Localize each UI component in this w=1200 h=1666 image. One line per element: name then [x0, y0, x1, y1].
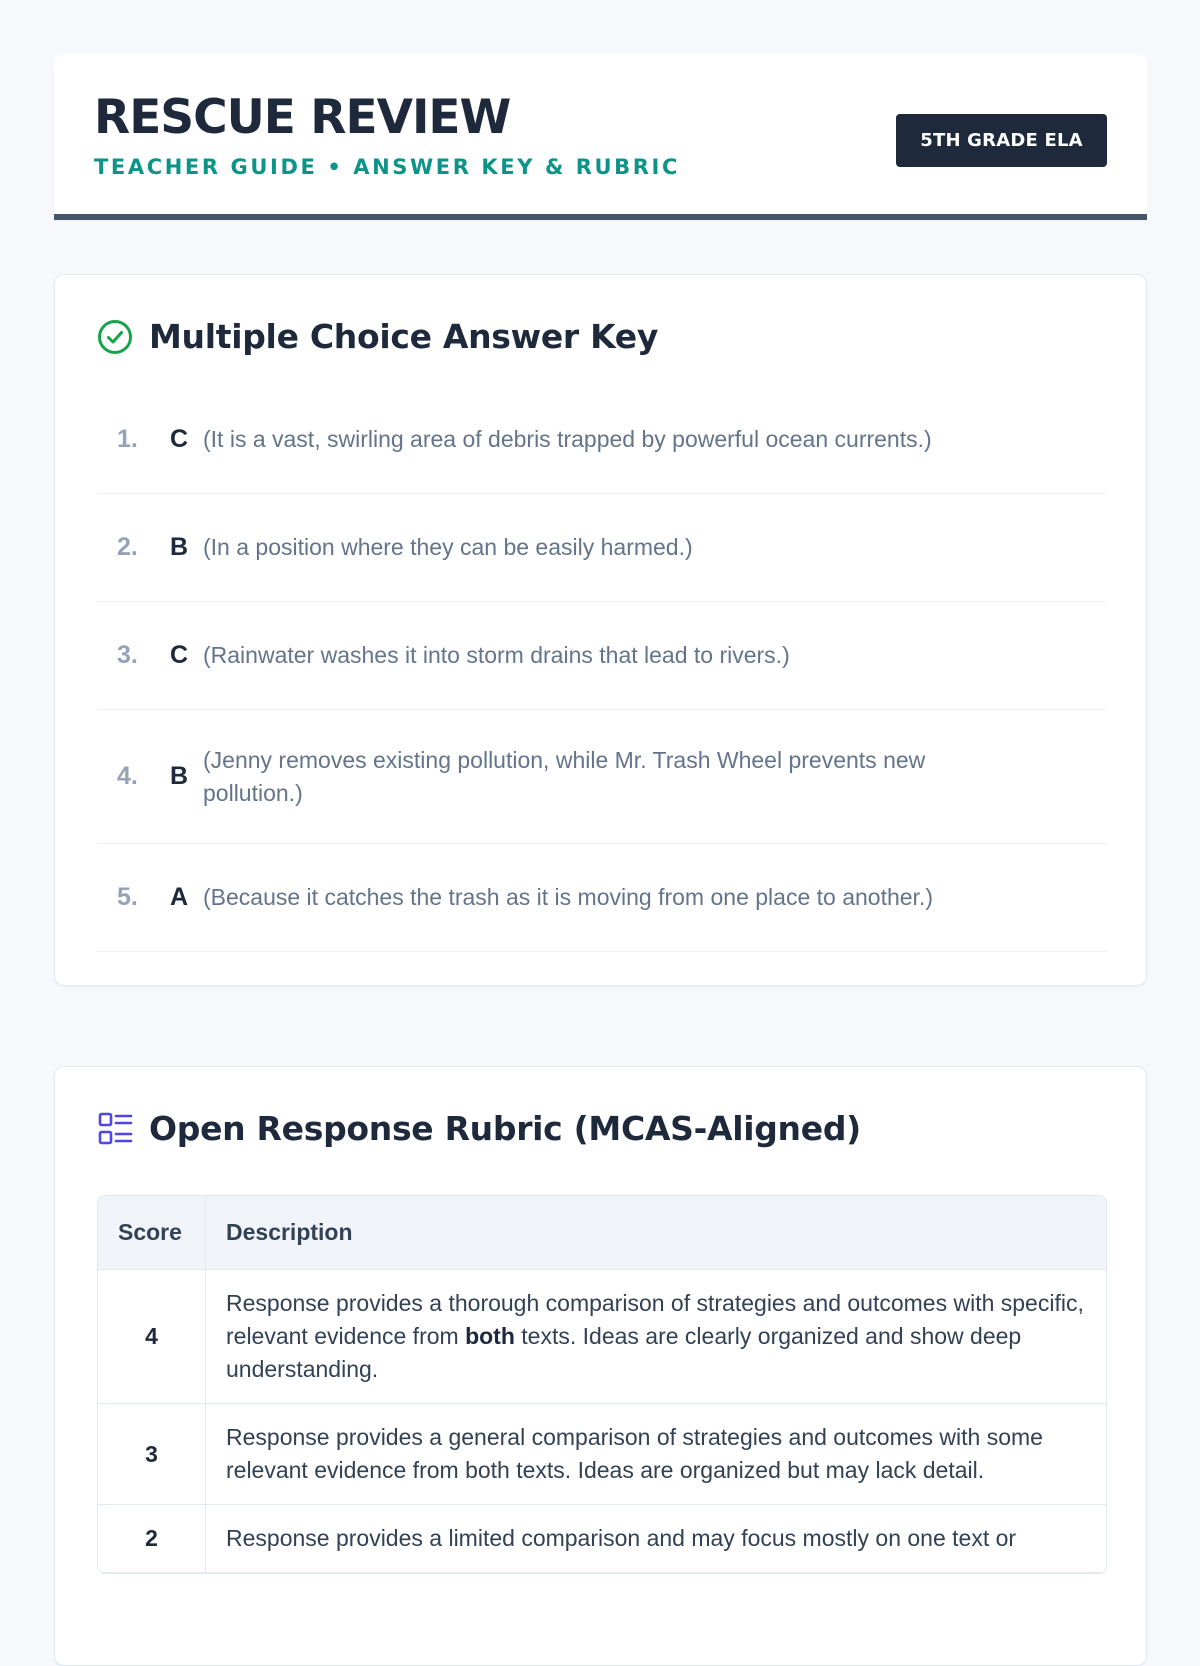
- answer-list: [97, 386, 1107, 952]
- check-circle-icon: [97, 319, 133, 355]
- answer-letter: A: [170, 883, 189, 911]
- rubric-title: Open Response Rubric (MCAS-Aligned): [149, 1109, 861, 1148]
- answer-explanation: (Rainwater washes it into storm drains that lead to rivers.): [203, 642, 790, 668]
- rubric-description: [206, 1270, 1106, 1404]
- rubric-description-emphasis: both: [465, 1323, 515, 1349]
- rubric-table: [97, 1195, 1107, 1574]
- rubric-description-text: Response provides a limited comparison and may focus mostly on one text or: [226, 1525, 1017, 1551]
- description-column-header: Description: [206, 1196, 1106, 1270]
- answer-number: 3.: [117, 641, 138, 669]
- answer-number: 4.: [117, 762, 138, 790]
- rubric-description-text: Response provides a thorough comparison of strategies and outcomes with specific, relevant evidence from: [226, 1290, 1084, 1349]
- answer-letter: C: [170, 641, 189, 669]
- page-subtitle: TEACHER GUIDE • ANSWER KEY & RUBRIC: [94, 155, 680, 179]
- answer-row: [97, 386, 1107, 494]
- rubric-header-row: [98, 1196, 1106, 1270]
- rubric-row: [98, 1505, 1106, 1573]
- answer-letter: B: [170, 762, 189, 790]
- answer-number: 2.: [117, 533, 138, 561]
- answer-explanation: (Because it catches the trash as it is moving from one place to another.): [203, 884, 933, 910]
- score-column-header: Score: [98, 1196, 206, 1270]
- header-card: [54, 54, 1147, 220]
- answer-row: [97, 602, 1107, 710]
- answer-number: 1.: [117, 425, 138, 453]
- rubric-description: [206, 1404, 1106, 1505]
- answer-explanation: (Jenny removes existing pollution, while Mr. Trash Wheel prevents new pollution.): [203, 746, 926, 806]
- answer-row: [97, 494, 1107, 602]
- answer-letter: C: [170, 425, 189, 453]
- rubric-score: 4: [98, 1270, 206, 1404]
- answer-letter: B: [170, 533, 189, 561]
- page-title: RESCUE REVIEW: [94, 90, 511, 145]
- answer-row: [97, 710, 1107, 844]
- answer-key-title: Multiple Choice Answer Key: [149, 317, 659, 356]
- rubric-description: [206, 1505, 1106, 1573]
- list-grid-icon: [97, 1111, 133, 1147]
- rubric-card: [54, 1066, 1147, 1666]
- rubric-heading: [97, 1109, 861, 1148]
- answer-key-heading: [97, 317, 658, 356]
- rubric-row: [98, 1270, 1106, 1404]
- rubric-score: 3: [98, 1404, 206, 1505]
- grade-badge: 5TH GRADE ELA: [896, 114, 1107, 167]
- answer-explanation: (It is a vast, swirling area of debris trapped by powerful ocean currents.): [203, 426, 932, 452]
- rubric-description-text: Response provides a general comparison of strategies and outcomes with some relevant evidence from both texts. Ideas are organized but may lack detail.: [226, 1424, 1043, 1483]
- rubric-score: 2: [98, 1505, 206, 1573]
- rubric-row: [98, 1404, 1106, 1505]
- answer-key-card: [54, 274, 1147, 986]
- answer-explanation: (In a position where they can be easily harmed.): [203, 534, 693, 560]
- rubric-description-text: texts. Ideas are clearly organized and show deep understanding.: [226, 1323, 1022, 1382]
- answer-row: [97, 844, 1107, 952]
- answer-number: 5.: [117, 883, 138, 911]
